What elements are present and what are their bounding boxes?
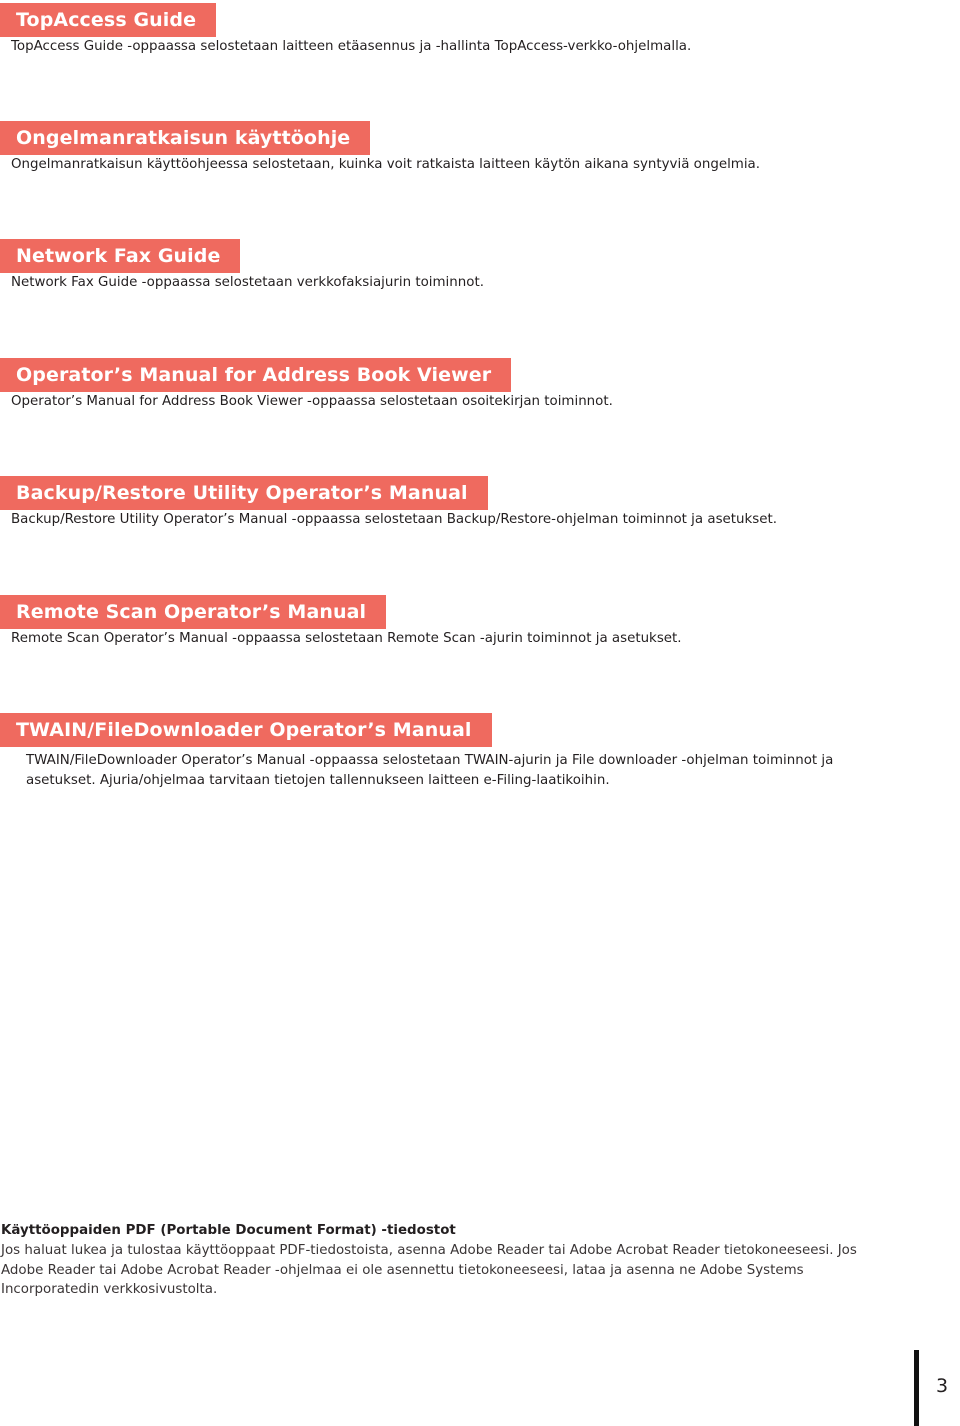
section-network-fax-guide xyxy=(0,239,960,293)
section-description: Remote Scan Operator’s Manual -oppaassa selostetaan Remote Scan -ajurin toiminnot ja asetukset. xyxy=(11,631,682,646)
section-description: Network Fax Guide -oppaassa selostetaan verkkofaksiajurin toiminnot. xyxy=(11,275,484,290)
section-topaccess-guide xyxy=(0,3,960,57)
section-description: Ongelmanratkaisun käyttöohjeessa selostetaan, kuinka voit ratkaista laitteen käytön aikana syntyviä ongelmia. xyxy=(11,157,761,172)
section-heading: Network Fax Guide xyxy=(0,239,240,273)
section-address-book-viewer-manual xyxy=(0,358,960,412)
pdf-info-title: Käyttöoppaiden PDF (Portable Document Format) -tiedostot xyxy=(1,1223,456,1238)
section-heading: Remote Scan Operator’s Manual xyxy=(0,595,386,629)
page-number: 3 xyxy=(936,1375,949,1397)
section-twain-filedownloader-manual xyxy=(0,713,960,791)
section-description: TWAIN/FileDownloader Operator’s Manual -oppaassa selostetaan TWAIN-ajurin ja File downloader -ohjelman toiminnot ja asetukset. Ajuria/ohjelmaa tarvitaan tietojen tallennukseen laitteen e-Filing-laatikoihin. xyxy=(26,753,834,788)
section-troubleshooting-guide xyxy=(0,121,960,175)
section-remote-scan-manual xyxy=(0,595,960,649)
section-heading: Operator’s Manual for Address Book Viewer xyxy=(0,358,511,392)
section-heading: TopAccess Guide xyxy=(0,3,216,37)
section-heading: TWAIN/FileDownloader Operator’s Manual xyxy=(0,713,492,747)
section-description: Backup/Restore Utility Operator’s Manual -oppaassa selostetaan Backup/Restore-ohjelman toiminnot ja asetukset. xyxy=(11,512,777,527)
section-backup-restore-manual xyxy=(0,476,960,530)
section-description: Operator’s Manual for Address Book Viewer -oppaassa selostetaan osoitekirjan toiminnot. xyxy=(11,394,613,409)
section-heading: Ongelmanratkaisun käyttöohje xyxy=(0,121,370,155)
pdf-info-text: Jos haluat lukea ja tulostaa käyttöoppaat PDF-tiedostoista, asenna Adobe Reader tai Adobe Acrobat Reader tietokoneeseesi. Jos Adobe Reader tai Adobe Acrobat Reader -ohjelmaa ei ole asennettu tietokoneeseesi, lataa ja asenna ne Adobe Systems Incorporatedin verkkosivustolta. xyxy=(1,1243,857,1297)
pdf-info-note xyxy=(1,1221,881,1300)
section-description: TopAccess Guide -oppaassa selostetaan laitteen etäasennus ja -hallinta TopAccess-verkko-ohjelmalla. xyxy=(11,39,692,54)
section-heading: Backup/Restore Utility Operator’s Manual xyxy=(0,476,488,510)
page-number-rule xyxy=(914,1350,919,1426)
